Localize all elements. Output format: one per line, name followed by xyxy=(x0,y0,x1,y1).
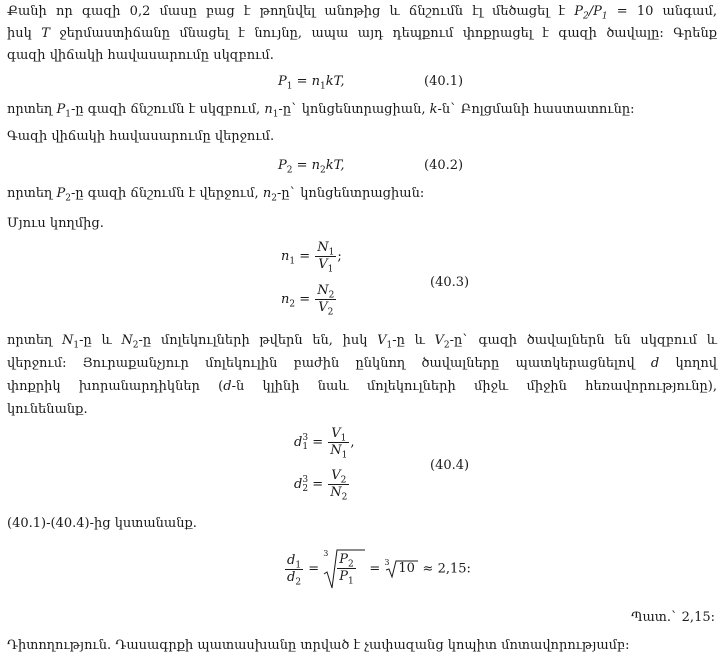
text: -ը` կոնցենտրացիան, xyxy=(278,102,430,117)
after-eq3-line-4: կունենանք. xyxy=(7,402,88,417)
sub: 1 xyxy=(302,441,309,452)
equals: = xyxy=(295,249,315,264)
remark: Դիտողություն. Դասագրքի պատասխանը տրված է չափազանց կոպիտ մոտավորությամբ: xyxy=(7,638,630,653)
text: փոքրիկ խորանարդիկներ ( xyxy=(7,379,224,394)
radicand: 10 xyxy=(398,561,415,576)
sub: 2 xyxy=(286,165,293,176)
equation-number-40-3: (40.3) xyxy=(430,275,470,290)
sub: 2 xyxy=(328,290,335,301)
cube-root-10 xyxy=(384,560,418,578)
equals: = xyxy=(308,435,328,450)
sub: 2 xyxy=(132,340,139,351)
N-symbol: N xyxy=(121,333,133,348)
text: -ը մոլեկուլների թվերն են, իսկ xyxy=(138,333,378,348)
sub: 2 xyxy=(340,475,347,486)
temperature-symbol: T xyxy=(41,26,50,41)
V-symbol: V xyxy=(331,468,341,483)
text: անգամ, xyxy=(653,4,717,19)
sub: 2 xyxy=(302,483,309,494)
sub: 1 xyxy=(386,340,393,351)
sub: 2 xyxy=(341,492,348,503)
separator: ; xyxy=(337,249,342,264)
root-index: 3 xyxy=(323,549,329,558)
V-symbol: V xyxy=(377,333,387,348)
ratio-value: = 10 xyxy=(607,4,654,19)
after-eq2-text xyxy=(7,184,717,203)
k-symbol: k xyxy=(429,102,438,117)
equals: = xyxy=(295,292,315,307)
equation-final xyxy=(284,548,471,590)
paragraph-1-line-3: գազի վիճակի հավասարումը սկզբում. xyxy=(7,48,274,63)
state-end-text: Գազի վիճակի հավասարումը վերջում. xyxy=(7,129,275,144)
N-symbol: N xyxy=(317,240,329,255)
sup: 3 xyxy=(302,432,309,443)
sub: 2 xyxy=(271,193,277,204)
eq-part: = n xyxy=(292,74,321,89)
N-symbol: N xyxy=(330,485,342,500)
sub: 2 xyxy=(347,559,354,570)
sub: 2 xyxy=(289,299,296,310)
sub: 1 xyxy=(320,81,326,92)
sub: 1 xyxy=(289,256,296,267)
equation-40-4-line-2 xyxy=(294,468,350,501)
sub: 1 xyxy=(340,433,347,444)
text: -ն կլինի նաև մոլեկուլների միջև միջին հեռավորությունը), xyxy=(231,379,717,394)
text: ջերմաստիճանը մնացել է նույնը, ապա այդ դեպքում փոքրացել է գազի ծավալը: Գրենք xyxy=(49,26,717,41)
equation-40-3-line-2 xyxy=(281,283,337,316)
P-symbol: P xyxy=(56,102,66,117)
fraction-d1-d2 xyxy=(285,553,303,586)
after-eq3-line-2 xyxy=(7,354,717,373)
P-symbol: P xyxy=(339,569,348,584)
V-symbol: V xyxy=(331,426,341,441)
sub: 1 xyxy=(272,109,279,120)
equals: = xyxy=(308,477,328,492)
fraction-V2-N2 xyxy=(328,468,349,501)
fraction-P2-P1 xyxy=(337,552,355,585)
text: -ը գազի ճնշումն է սկզբում, xyxy=(70,102,265,117)
from-equations-text: (40.1)-(40.4)-ից կստանանք. xyxy=(7,516,197,531)
N-symbol: N xyxy=(317,283,329,298)
text: որտեղ xyxy=(7,333,63,348)
text: կողով xyxy=(659,356,717,371)
text: որտեղ xyxy=(7,102,57,117)
equation-40-2 xyxy=(278,156,345,175)
text: -ը և xyxy=(392,333,435,348)
root-index: 3 xyxy=(384,558,390,567)
sub: 1 xyxy=(327,264,334,275)
text: -ը` կոնցենտրացիան: xyxy=(276,186,425,201)
text: -ը և xyxy=(79,333,122,348)
V-symbol: V xyxy=(318,257,328,272)
V-symbol: V xyxy=(318,300,328,315)
text: Քանի որ գազի 0,2 մասը բաց է թողնվել անոթից և ճնշումն էլ մեծացել է xyxy=(7,4,575,19)
d-symbol: d xyxy=(287,552,296,568)
after-eq3-line-1 xyxy=(7,331,717,350)
text: -ը գազի ճնշումն է վերջում, xyxy=(70,186,263,201)
text: -ը` գազի ծավալներն են սկզբում և xyxy=(449,333,717,348)
P-symbol: P xyxy=(278,74,287,89)
sub: 1 xyxy=(341,450,348,461)
sub: 2 xyxy=(65,193,71,204)
n-symbol: n xyxy=(262,186,272,201)
n-symbol: n xyxy=(281,292,290,307)
fraction-N2-V2 xyxy=(315,283,336,316)
text: որտեղ xyxy=(7,186,57,201)
fraction-N1-V1 xyxy=(315,240,336,273)
N-symbol: N xyxy=(330,443,342,458)
sub: 1 xyxy=(65,109,71,120)
equals: = xyxy=(365,561,385,577)
d-symbol: d xyxy=(650,356,660,371)
text: իսկ xyxy=(7,26,42,41)
equation-number-40-1: (40.1) xyxy=(424,74,464,89)
d-symbol: d xyxy=(287,569,296,585)
equation-40-3-line-1 xyxy=(281,240,342,273)
d-symbol: d xyxy=(223,379,232,394)
n-symbol: n xyxy=(264,102,273,117)
P-symbol: P xyxy=(278,158,287,173)
equation-number-40-2: (40.2) xyxy=(424,158,464,173)
ratio-expression: $P_2/P_1$ xyxy=(574,4,608,22)
eq-part: = n xyxy=(292,158,321,173)
sub: 1 xyxy=(73,340,80,351)
d-symbol: d xyxy=(294,477,303,492)
after-eq1-text xyxy=(7,100,717,119)
sup: 3 xyxy=(302,474,309,485)
paragraph-1-line-2 xyxy=(7,24,717,43)
sub: 1 xyxy=(286,81,293,92)
answer: Պատ.` 2,15: xyxy=(631,610,715,625)
sub: 1 xyxy=(295,560,302,571)
n-symbol: n xyxy=(281,249,290,264)
sub: 2 xyxy=(295,577,302,588)
sub: 2 xyxy=(443,340,450,351)
equation-40-4-line-1 xyxy=(294,426,354,459)
equals: = xyxy=(304,561,324,577)
text: վերջում: Յուրաքանչյուր մոլեկուլին բաժին ընկնող ծավալները պատկերացնելով xyxy=(7,356,651,371)
sub: 1 xyxy=(347,576,354,587)
P-symbol: P xyxy=(339,552,348,567)
other-side-text: Մյուս կողմից. xyxy=(7,216,104,231)
separator: , xyxy=(350,435,355,450)
eq-part: kT, xyxy=(325,74,345,89)
fraction-V1-N1 xyxy=(328,426,349,459)
d-symbol: d xyxy=(294,435,303,450)
after-eq3-line-3 xyxy=(7,377,717,396)
sub: 2 xyxy=(320,165,326,176)
text: -ն` Բոլցմանի հաստատունը: xyxy=(437,102,635,117)
equation-number-40-4: (40.4) xyxy=(430,458,470,473)
sub: 2 xyxy=(327,307,334,318)
paragraph-1-line-1 xyxy=(7,2,717,21)
V-symbol: V xyxy=(434,333,444,348)
approx-result: ≈ 2,15: xyxy=(418,561,471,577)
equation-40-1 xyxy=(278,72,345,91)
sub: 1 xyxy=(328,247,335,258)
eq-part: kT, xyxy=(325,158,345,173)
N-symbol: N xyxy=(62,333,74,348)
cube-root-fraction xyxy=(323,548,365,590)
P-symbol: P xyxy=(56,186,66,201)
